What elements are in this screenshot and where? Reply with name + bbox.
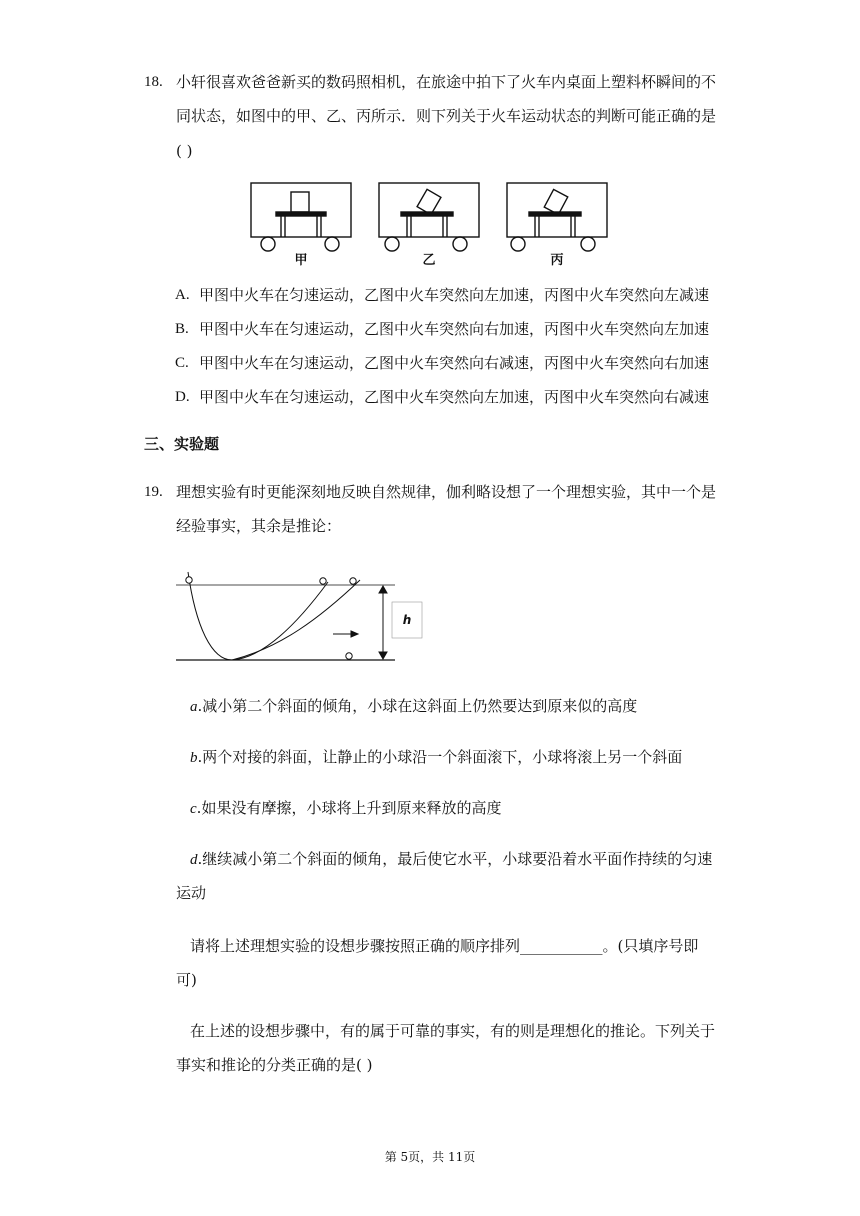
statement-b xyxy=(190,746,682,769)
subquestion-1-line2: 可) xyxy=(176,971,197,989)
ball-rolling xyxy=(346,653,352,659)
question-18-text-line2: 同状态，如图中的甲、乙、丙所示．则下列关于火车运动状态的判断可能正确的是 xyxy=(176,107,717,125)
statement-d-continued: 运动 xyxy=(176,884,207,902)
question-18-number: 18. xyxy=(144,74,163,90)
ball-start xyxy=(186,577,192,583)
train-figure xyxy=(248,180,628,270)
figure-label-bing: 丙 xyxy=(550,253,564,268)
question-19-text-line1: 理想实验有时更能深刻地反映自然规律，伽利略设想了一个理想实验，其中一个是 xyxy=(176,483,717,501)
section-title: 三、实验题 xyxy=(144,435,220,453)
statement-c-text: .如果没有摩擦，小球将上升到原来释放的高度 xyxy=(196,799,502,817)
option-a-letter: A. xyxy=(175,287,190,303)
option-b-text: 甲图中火车在匀速运动，乙图中火车突然向右加速，丙图中火车突然向左加速 xyxy=(199,320,710,338)
page-footer: 第 5页，共 11页 xyxy=(384,1150,476,1164)
option-b-letter: B. xyxy=(175,321,189,337)
subquestion-1-line1: 请将上述理想实验的设想步骤按照正确的顺序排列___________。(只填序号即 xyxy=(190,937,699,955)
height-label: h xyxy=(402,613,412,627)
galileo-incline-figure xyxy=(170,568,430,668)
height-arrow-bottom xyxy=(379,652,387,659)
subquestion-2-line1: 在上述的设想步骤中，有的属于可靠的事实，有的则是理想化的推论。下列关于 xyxy=(190,1022,716,1040)
statement-d-letter: d xyxy=(190,852,198,868)
ball-end-1 xyxy=(320,578,326,584)
question-18-text-line1: 小轩很喜欢爸爸新买的数码照相机，在旅途中拍下了火车内桌面上塑料杯瞬间的不 xyxy=(176,73,717,91)
statement-d xyxy=(190,848,712,871)
option-d-letter: D. xyxy=(175,389,190,405)
statement-a xyxy=(190,695,637,718)
question-19-text-line2: 经验事实，其余是推论： xyxy=(176,517,342,535)
statement-a-letter: a xyxy=(190,699,198,715)
statement-d-text: .继续减小第二个斜面的倾角，最后使它水平，小球要沿着水平面作持续的匀速 xyxy=(197,850,713,868)
motion-arrow-head xyxy=(351,631,358,637)
statement-b-letter: b xyxy=(190,750,198,766)
train-car-bing xyxy=(507,183,607,251)
statement-c-letter: c xyxy=(190,801,197,817)
subquestion-2-line2: 事实和推论的分类正确的是( ) xyxy=(176,1056,373,1074)
train-car-jia xyxy=(251,183,351,251)
figure-label-jia: 甲 xyxy=(294,253,308,268)
height-arrow-top xyxy=(379,586,387,593)
statement-a-text: .减小第二个斜面的倾角，小球在这斜面上仍然要达到原来似的高度 xyxy=(197,697,638,715)
statement-c xyxy=(190,797,501,820)
option-a-text: 甲图中火车在匀速运动，乙图中火车突然向左加速，丙图中火车突然向左减速 xyxy=(199,286,710,304)
option-c-letter: C. xyxy=(175,355,189,371)
ball-end-2 xyxy=(350,578,356,584)
train-car-yi xyxy=(379,183,479,251)
option-c-text: 甲图中火车在匀速运动，乙图中火车突然向右减速，丙图中火车突然向右加速 xyxy=(199,354,710,372)
statement-b-text: .两个对接的斜面，让静止的小球沿一个斜面滚下，小球将滚上另一个斜面 xyxy=(197,748,683,766)
question-19-number: 19. xyxy=(144,484,163,500)
option-d-text: 甲图中火车在匀速运动，乙图中火车突然向左加速，丙图中火车突然向右减速 xyxy=(199,388,710,406)
question-18-answer-paren: ( ) xyxy=(176,142,193,160)
figure-label-yi: 乙 xyxy=(422,253,436,268)
curve-incline-shallow xyxy=(232,580,360,660)
